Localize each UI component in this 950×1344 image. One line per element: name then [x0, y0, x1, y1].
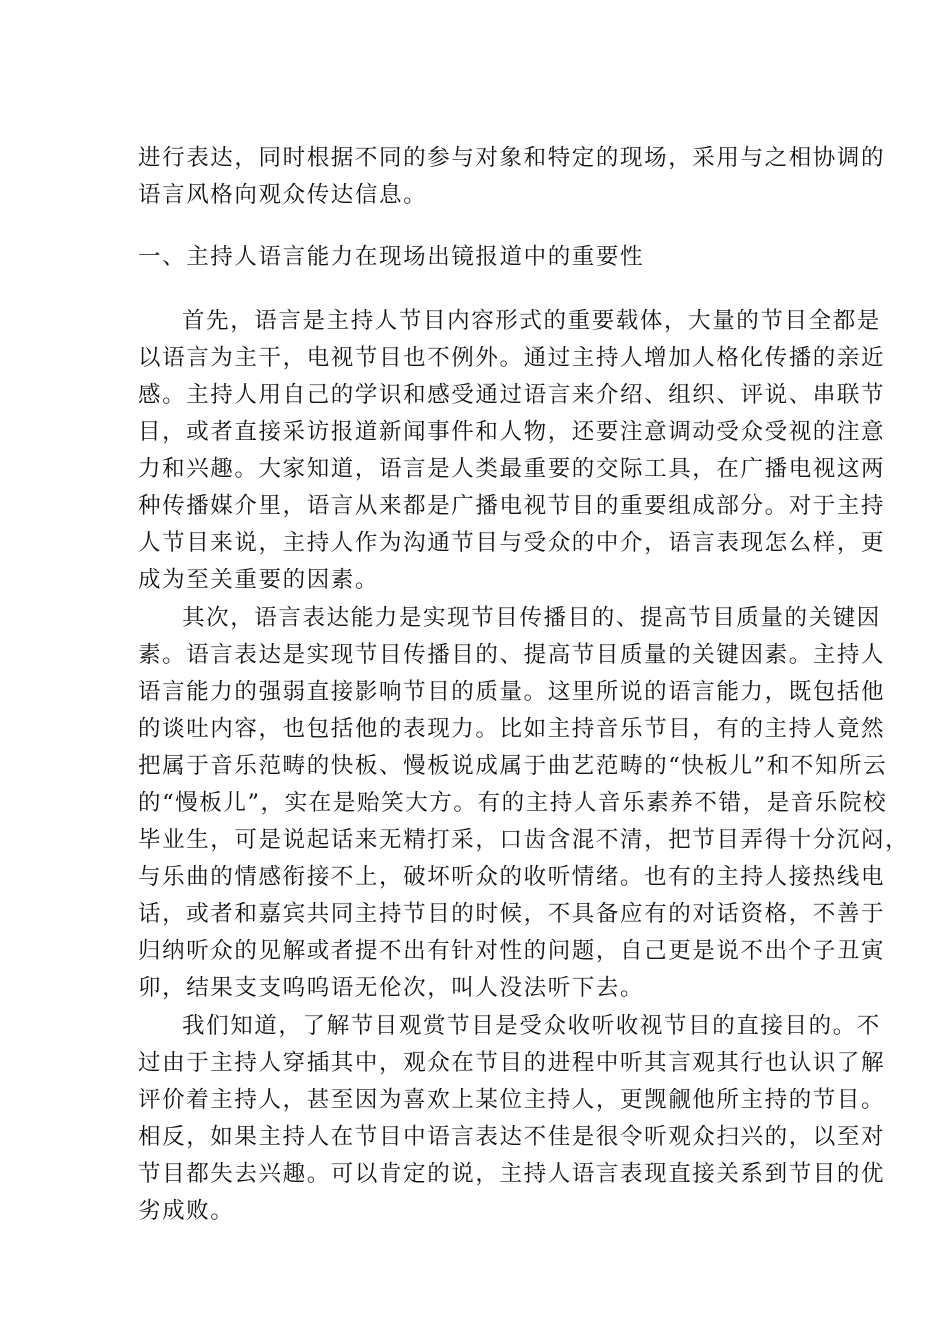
text-line: 把属于音乐范畴的快板、慢板说成属于曲艺范畴的“快板儿”和不知所云 — [138, 753, 888, 779]
text-line: 目，或者直接采访报道新闻事件和人物，还要注意调动受众受视的注意 — [138, 419, 886, 445]
text-line: 毕业生，可是说起话来无精打采，口齿含混不清，把节目弄得十分沉闷， — [138, 827, 910, 853]
text-line: 相反，如果主持人在节目中语言表达不佳是很令听观众扫兴的，以至对 — [138, 1124, 886, 1150]
text-line: 成为至关重要的因素。 — [138, 567, 380, 593]
text-line: 节目都失去兴趣。可以肯定的说，主持人语言表现直接关系到节目的优 — [138, 1161, 886, 1187]
section-heading: 一、主持人语言能力在现场出镜报道中的重要性 — [138, 244, 645, 270]
text-line: 劣成败。 — [138, 1198, 235, 1224]
text-line: 素。语言表达是实现节目传播目的、提高节目质量的关键因素。主持人 — [138, 642, 886, 668]
text-line: 的“慢板儿”，实在是贻笑大方。有的主持人音乐素养不错，是音乐院校 — [138, 790, 888, 816]
text-line: 进行表达，同时根据不同的参与对象和特定的现场，采用与之相协调的 — [138, 145, 886, 171]
text-line: 其次，语言表达能力是实现节目传播目的、提高节目质量的关键因 — [182, 605, 881, 631]
text-line: 我们知道，了解节目观赏节目是受众收听收视节目的直接目的。不 — [182, 1013, 881, 1039]
text-line: 过由于主持人穿插其中，观众在节目的进程中听其言观其行也认识了解 — [138, 1050, 886, 1076]
text-line: 话，或者和嘉宾共同主持节目的时候，不具备应有的对话资格，不善于 — [138, 901, 886, 927]
text-line: 人节目来说，主持人作为沟通节目与受众的中介，语言表现怎么样，更 — [138, 530, 886, 556]
text-line: 种传播媒介里，语言从来都是广播电视节目的重要组成部分。对于主持 — [138, 493, 886, 519]
text-line: 卯，结果支支呜呜语无伦次，叫人没法听下去。 — [138, 975, 645, 1001]
text-line: 首先，语言是主持人节目内容形式的重要载体，大量的节目全都是 — [182, 308, 881, 334]
text-line: 语言能力的强弱直接影响节目的质量。这里所说的语言能力，既包括他 — [138, 679, 886, 705]
text-line: 感。主持人用自己的学识和感受通过语言来介绍、组织、评说、串联节 — [138, 382, 886, 408]
text-line: 与乐曲的情感衔接不上，破坏听众的收听情绪。也有的主持人接热线电 — [138, 864, 886, 890]
text-line: 归纳听众的见解或者提不出有针对性的问题，自己更是说不出个子丑寅 — [138, 938, 886, 964]
text-line: 以语言为主干，电视节目也不例外。通过主持人增加人格化传播的亲近 — [138, 345, 886, 371]
text-line: 力和兴趣。大家知道，语言是人类最重要的交际工具，在广播电视这两 — [138, 456, 886, 482]
text-line: 的谈吐内容，也包括他的表现力。比如主持音乐节目，有的主持人竟然 — [138, 716, 886, 742]
text-line: 评价着主持人，甚至因为喜欢上某位主持人，更觊觎他所主持的节目。 — [138, 1087, 886, 1113]
text-line: 语言风格向观众传达信息。 — [138, 182, 428, 208]
